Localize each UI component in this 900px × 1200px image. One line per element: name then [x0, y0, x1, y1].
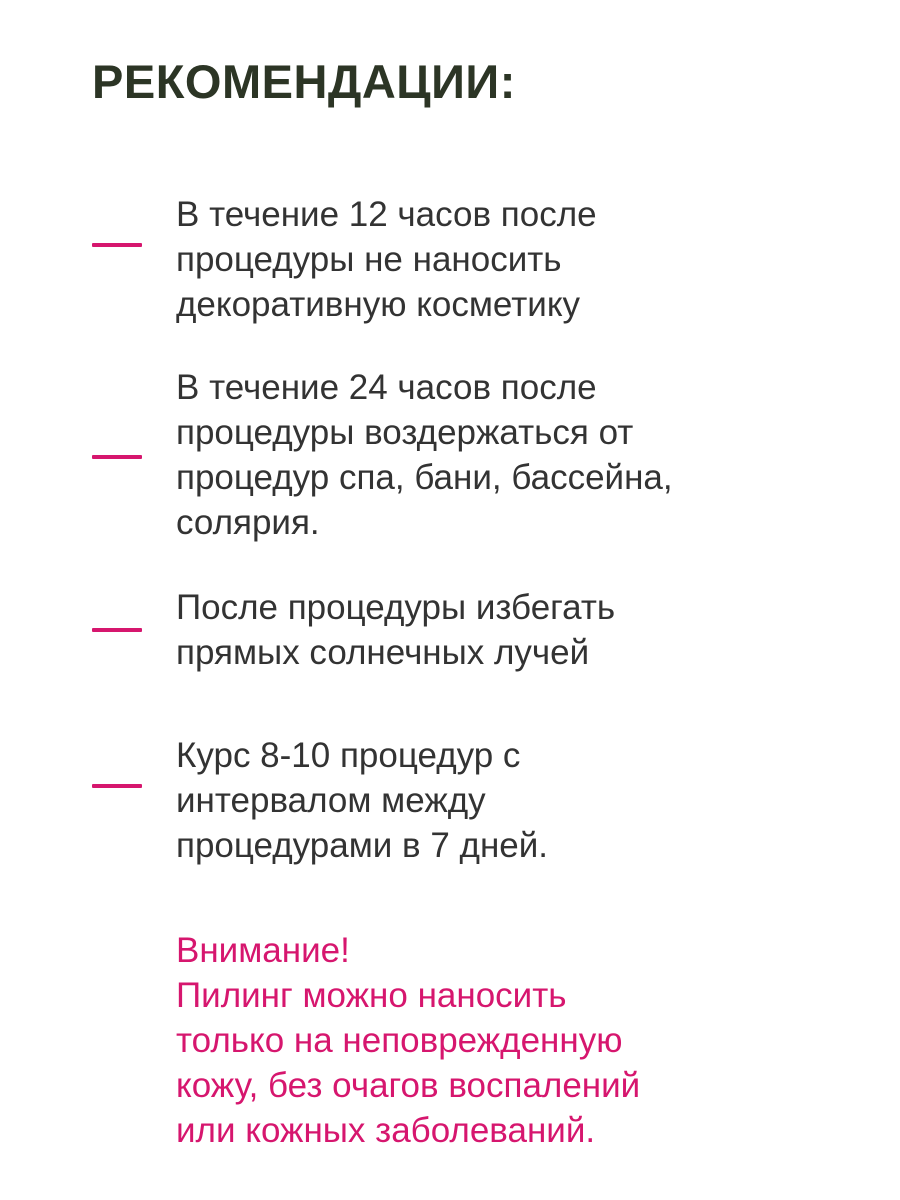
bullet-dash — [92, 455, 142, 459]
recommendation-text — [176, 733, 816, 868]
text-line: декоративную косметику — [176, 285, 581, 324]
recommendation-text — [176, 585, 816, 675]
text-line: процедуры не наносить — [176, 240, 562, 279]
warning-block — [176, 928, 836, 1153]
text-line: солярия. — [176, 503, 320, 542]
bullet-dash — [92, 243, 142, 247]
warning-line: или кожных заболеваний. — [176, 1111, 596, 1150]
text-line: процедурами в 7 дней. — [176, 826, 549, 865]
text-line: Курс 8-10 процедур с — [176, 736, 521, 775]
page-title: РЕКОМЕНДАЦИИ: — [92, 55, 516, 108]
text-line: После процедуры избегать — [176, 588, 616, 627]
recommendation-text — [176, 365, 816, 545]
text-line: В течение 12 часов после — [176, 195, 597, 234]
text-line: процедур спа, бани, бассейна, — [176, 458, 673, 497]
bullet-dash — [92, 628, 142, 632]
text-line: процедуры воздержаться от — [176, 413, 634, 452]
warning-heading: Внимание! — [176, 931, 350, 970]
text-line: интервалом между — [176, 781, 486, 820]
warning-line: Пилинг можно наносить — [176, 976, 567, 1015]
bullet-dash — [92, 784, 142, 788]
warning-line: кожу, без очагов воспалений — [176, 1066, 641, 1105]
warning-line: только на неповрежденную — [176, 1021, 623, 1060]
recommendation-text — [176, 192, 816, 327]
text-line: В течение 24 часов после — [176, 368, 597, 407]
text-line: прямых солнечных лучей — [176, 633, 590, 672]
